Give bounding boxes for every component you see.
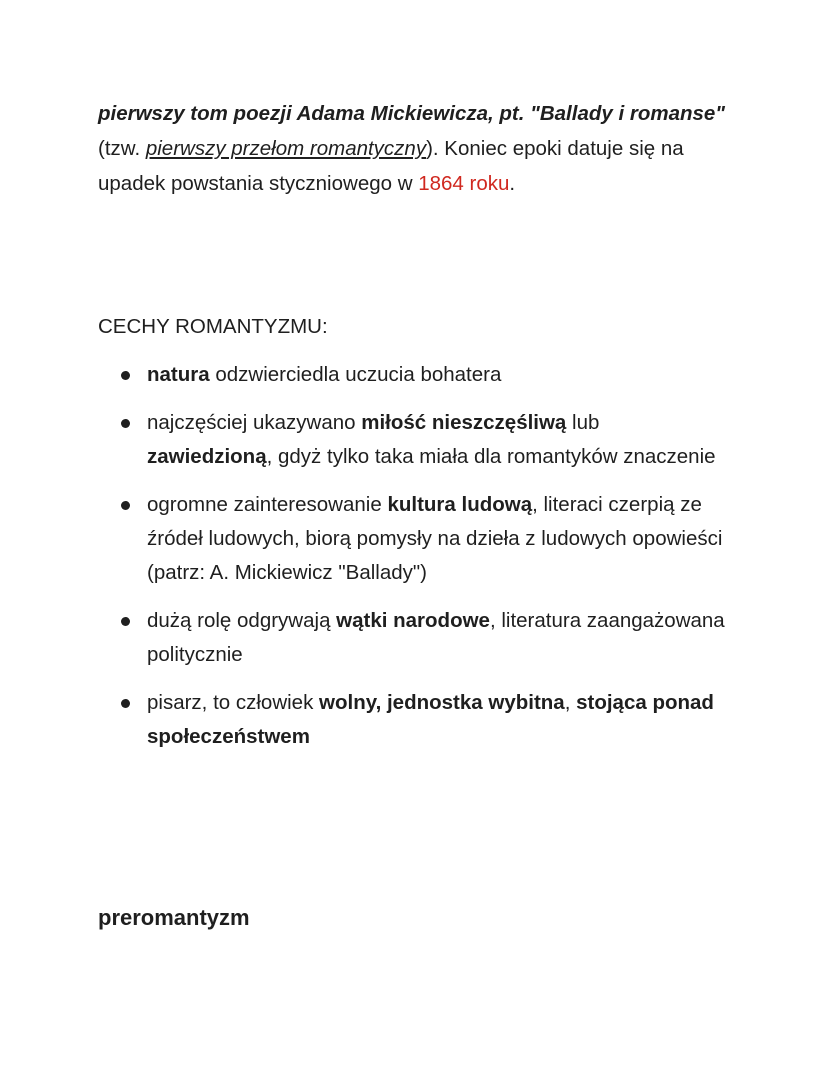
features-heading: CECHY ROMANTYZMU:: [98, 315, 328, 338]
feature-3-text-b: , literaci czerpią ze źródeł ludowych, biorą pomysły na dzieła z ludowych opowieści (patrz: A. Mickiewicz "Ballady"): [147, 493, 723, 584]
feature-2-bold-a: miłość nieszczęśliwą: [361, 411, 567, 434]
feature-3-text-a: ogromne zainteresowanie: [147, 493, 388, 516]
list-item: [0, 488, 727, 590]
feature-2-text-c: , gdyż tylko taka miała dla romantyków znaczenie: [266, 445, 716, 468]
list-item: [0, 406, 727, 474]
feature-1-bold: natura: [147, 363, 210, 386]
intro-title-bold: pierwszy tom poezji Adama Mickiewicza, pt. "Ballady i romanse": [98, 102, 726, 125]
feature-1-text: odzwierciedla uczucia bohatera: [209, 363, 502, 386]
intro-year: 1864 roku: [418, 172, 510, 195]
intro-underlined-term: pierwszy przełom romantyczny: [145, 137, 427, 160]
intro-end: .: [509, 172, 516, 195]
bullet-icon: [121, 371, 130, 380]
feature-3-bold: kultura ludową: [387, 493, 533, 516]
list-item: [0, 604, 727, 672]
features-list: [0, 358, 828, 768]
list-item: [0, 358, 727, 392]
intro-paren-close: ). Koniec epoki datuje się na upadek powstania styczniowego w: [98, 137, 684, 195]
bullet-icon: [121, 699, 130, 708]
intro-paragraph: [98, 96, 738, 201]
list-item: [0, 686, 727, 754]
intro-paren-open: (tzw.: [98, 137, 146, 160]
bullet-icon: [121, 419, 130, 428]
feature-2-bold-b: zawiedzioną: [147, 445, 267, 468]
bullet-icon: [121, 617, 130, 626]
feature-5-text-b: ,: [564, 691, 577, 714]
feature-5-bold-b: stojąca ponad społeczeństwem: [147, 691, 714, 748]
feature-4-text-b: , literatura zaangażowana politycznie: [147, 609, 725, 666]
feature-4-bold: wątki narodowe: [336, 609, 490, 632]
feature-2-text-b: lub: [566, 411, 600, 434]
feature-2-text-a: najczęściej ukazywano: [147, 411, 362, 434]
feature-5-text-a: pisarz, to człowiek: [147, 691, 320, 714]
section-title: preromantyzm: [98, 905, 250, 930]
feature-4-text-a: dużą rolę odgrywają: [147, 609, 337, 632]
bullet-icon: [121, 501, 130, 510]
feature-5-bold-a: wolny, jednostka wybitna: [319, 691, 565, 714]
